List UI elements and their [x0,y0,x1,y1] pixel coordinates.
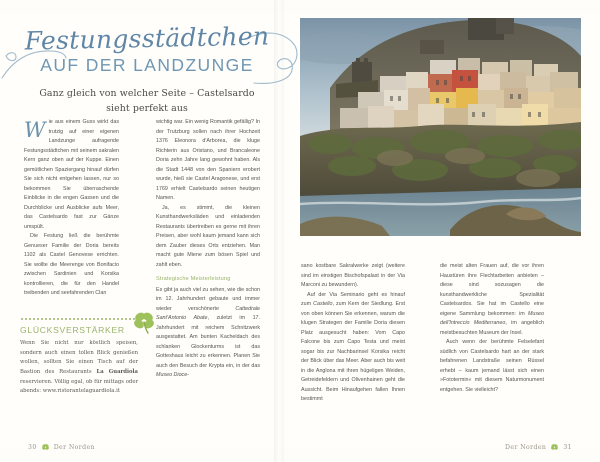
body-paragraph [440,262,544,338]
body-text: , zum Kern der Siedlung. Erst von oben können Sie erkennen, warum die klugen Strategen der Familie Doria diesen Platz ausgesucht haben: Vom Capo Falcone bis zum Capo Testa und meist sogar bis zur Nachbarinsel Korsika reicht der Blick über das Meer. Aber auch bis weit in die Anglona mit ihren hügeligen Weiden, Getreidefeldern und Olivenhainen geht die Aussicht. Beim Hinaufgehen fallen Ihnen bestimmt [301,301,405,402]
gluecksverstaerker-body [20,339,138,397]
body-text: Es gibt ja auch viel zu sehen, wie die schon im 12. Jahrhundert gebaute und immer wieder verschönerte [156,286,260,312]
body-column-3 [301,262,405,405]
body-column-4 [440,262,544,395]
footer-left [28,443,95,452]
clover-icon [131,309,157,335]
lucky-text: Wenn Sie nicht nur köstlich speisen, sondern auch einen tollen Blick genießen wollen, sollten Sie einen Tisch auf der Bastion des Restaurants [20,340,138,375]
body-paragraph: Ja, es stimmt, die kleinen Kunsthandwerksläden und einladenden Restaurants übertreiben es gerne mit ihren Preisen, aber wohl kaum jemand kann sich dem Zauber dieses Orts entziehen. Man macht gute Miene zum bösen Spiel und zahlt eben. [156,204,260,268]
body-text: , im angeblich meistbesuchten Museum der Insel. [440,320,544,336]
page-title [22,21,272,76]
body-text: ie aus einem Guss wirkt das trutzig auf einer eigenen Landzunge aufragende Festungsstädtchen mit seinem sakralen Kern ganz oben auf der Kuppe. Einen gemütlichen Spaziergang hinauf dürfen Sie sich nicht entgehen lassen, nur so bekommen Sie überraschende Einblicke in die engen Gassen und die Durchblicke und Ausblicke aufs Meer, das Castelsardo fast zur Gänze umspült. [24,119,119,230]
body-column-1 [24,118,119,299]
lucky-text: reservieren. Völlig egal, ob für mittags oder abends: [20,378,138,395]
article-deck: Ganz gleich von welcher Seite – Castelsardo sieht perfekt aus [39,88,255,115]
page-number-right: 31 [563,444,572,451]
headline-caps-line: AUF DER LANDZUNGE [40,55,254,76]
dotted-rule-top [20,318,140,320]
body-paragraph: Auch wenn der berühmte Felselefant südlich von Castelsardo hart an der stark befahrenen Landstraße seinen Rüssel erhebt – kaum jemand lässt sich einen »Fototermin« mit diesem Naturmonument entgehen. Sie vielleicht? [440,339,544,393]
italic-title: Cattedrale Sant'Antonio Abate [156,305,260,322]
body-text: Die Festung ließ die berühmte Genueser Familie der Doria bereits 1102 als Castel Genovese errichten. Sie wollte die Meerenge von Bonifacio zwischen Sardinien und Korsika kontrollieren, die für den Handel treibenden und seefahrenden Clan [24,233,119,296]
clover-icon [41,443,50,452]
drop-cap: W [24,118,46,142]
restaurant-name: La Guardiola [96,368,138,375]
body-text: , zuletzt im 17. Jahrhundert mit reichem Schnitzwerk ausgestattet. Am bunten Kacheldach des schlanken Glockenturms ist das Gotteshaus leicht zu erkennen. Planen Sie auch den Besuch der Krypta ein, in der das [156,315,261,369]
chapter-name-left: Der Norden [53,444,95,451]
body-text: Auf der Via Seminario geht es hinauf zum [301,291,405,307]
footer-right [505,443,572,452]
section-subheading: Strategische Meisterleistung [156,276,231,282]
gluecksverstaerker-title: GLÜCKSVERSTÄRKER [20,325,125,335]
body-paragraph: wichtig war. Ein wenig Romantik gefällig? In der Trutzburg sollen nach ihrer Hochzeit 1376 Eleonora d'Arborea, die kluge Richterin aus Oristano, und Brancaleone Doria zehn Jahre lang gewohnt haben. Als die Stadt 1448 von den Spaniern erobert wurde, hieß sie Castel Aragonese, und erst 1769 erhielt Castelsardo seinen heutigen Namen. [156,119,260,201]
body-paragraph [24,232,119,299]
body-text: die meist alten Frauen auf, die vor ihren Haustüren ihre Flechtarbeiten anbieten – diese sind sozusagen die kunsthandwerkliche Spezialität Castelsardos. Sie hat im Castello eine eigene Sammlung bekommen: im [440,263,544,317]
chapter-name-right: Der Norden [505,444,547,451]
body-column-2 [156,118,260,381]
body-paragraph: sano kostbare Sakralwerke zeigt (weitere sind im einstigen Bischofspalast in der Via Marconi zu bewundern). [301,263,405,288]
headline-script-line: Festungsstädtchen [24,21,270,56]
clover-icon [550,443,559,452]
page-top-margin [0,0,600,14]
body-paragraph [301,291,405,405]
gluecksverstaerker-box [20,318,140,397]
body-paragraph [24,118,119,232]
body-paragraph [156,286,260,381]
italic-title: Museo Dioce- [156,372,189,379]
restaurant-website-link[interactable]: www.ristorantelaguardiola.it [42,388,120,395]
italic-title: Museo dell'Intreccio Mediterraneo [440,310,544,326]
page-gutter [274,0,284,462]
italic-title: Castello [313,301,333,307]
castelsardo-photo-illustration [300,18,581,236]
page-number-left: 30 [28,444,37,451]
castelsardo-photo [300,18,581,236]
